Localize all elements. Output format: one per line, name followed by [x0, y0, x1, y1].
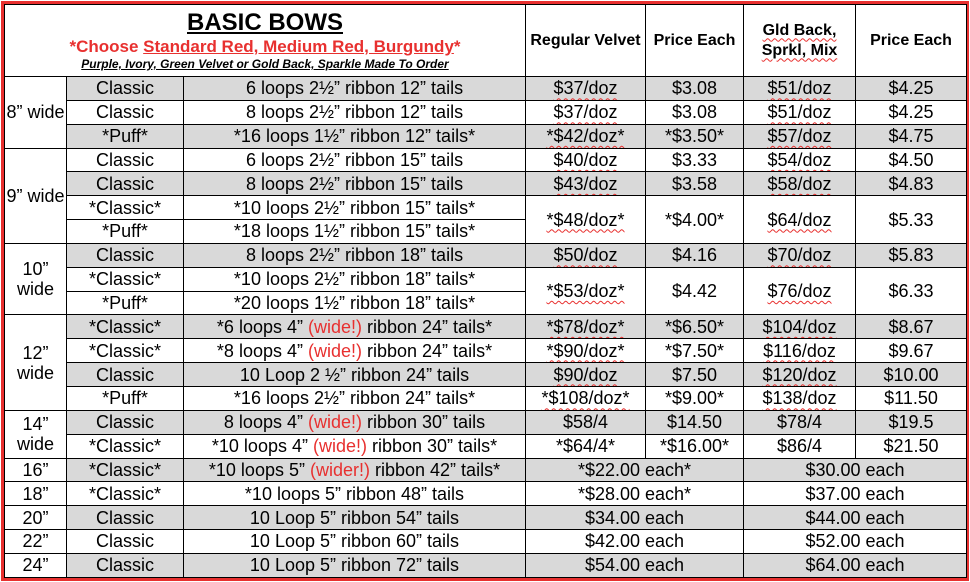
- gold-each-cell: $5.33: [856, 196, 967, 244]
- type-cell: Classic: [67, 243, 184, 267]
- type-cell: Classic: [67, 100, 184, 124]
- gold-cell: [744, 100, 856, 124]
- type-cell: *Classic*: [67, 482, 184, 506]
- desc-cell: *10 loops 5” ribbon 48” tails: [184, 482, 526, 506]
- gold-each-cell: $37.00 each: [744, 482, 967, 506]
- table-row: [5, 77, 967, 101]
- gold-value: $54/doz: [767, 149, 832, 170]
- gold-value: $51/doz: [767, 78, 832, 99]
- gold-cell: [744, 363, 856, 387]
- choose-colors: Standard Red, Medium Red, Burgundy: [143, 37, 454, 56]
- table-row: [5, 506, 967, 530]
- gold-cell: [744, 77, 856, 101]
- velvet-value: *$53/doz*: [546, 281, 625, 302]
- header-row: [5, 5, 967, 77]
- type-cell: *Classic*: [67, 458, 184, 482]
- velvet-cell: [526, 243, 646, 267]
- velvet-cell: $58/4: [526, 410, 646, 434]
- velvet-value: $90/doz: [553, 364, 618, 385]
- velvet-each-cell: $34.00 each: [526, 506, 744, 530]
- type-cell: *Puff*: [67, 386, 184, 410]
- gold-cell: [744, 339, 856, 363]
- table-row: [5, 148, 967, 172]
- gold-each-cell: $64.00 each: [744, 553, 967, 577]
- each-cell: $3.58: [646, 172, 744, 196]
- gold-cell: [744, 386, 856, 410]
- gold-each-cell: $52.00 each: [744, 530, 967, 554]
- gold-cell: [744, 315, 856, 339]
- each-cell: $3.33: [646, 148, 744, 172]
- each-cell: *$16.00*: [646, 434, 744, 458]
- table-row: [5, 434, 967, 458]
- gold-each-cell: $21.50: [856, 434, 967, 458]
- table-row: [5, 196, 967, 220]
- col-price-each: Price Each: [646, 5, 744, 77]
- desc-cell: 10 Loop 5” ribbon 60” tails: [184, 530, 526, 554]
- table-row: [5, 410, 967, 434]
- type-cell: *Puff*: [67, 124, 184, 148]
- velvet-cell: [526, 315, 646, 339]
- type-cell: Classic: [67, 410, 184, 434]
- desc-part: *8 loops 4”: [216, 340, 308, 361]
- type-cell: Classic: [67, 77, 184, 101]
- desc-part: *10 loops 4”: [211, 436, 313, 457]
- title-cell: [5, 5, 526, 77]
- wide-note: (wide!): [307, 412, 362, 433]
- each-cell: *$9.00*: [646, 386, 744, 410]
- desc-cell: 10 Loop 2 ½” ribbon 24” tails: [184, 363, 526, 387]
- gold-each-cell: $4.75: [856, 124, 967, 148]
- type-cell: *Classic*: [67, 315, 184, 339]
- type-cell: Classic: [67, 506, 184, 530]
- size-cell: 24”: [5, 553, 67, 577]
- type-cell: *Classic*: [67, 196, 184, 220]
- size-cell: 14” wide: [5, 410, 67, 458]
- gold-cell: $86/4: [744, 434, 856, 458]
- gold-value: $64/doz: [767, 209, 832, 230]
- gold-value: $58/doz: [767, 173, 832, 194]
- basic-bows-price-table: [4, 4, 967, 578]
- velvet-value: *$90/doz*: [546, 340, 625, 361]
- gold-each-cell: $44.00 each: [744, 506, 967, 530]
- desc-cell: *10 loops 2½” ribbon 18” tails*: [184, 267, 526, 291]
- type-cell: *Puff*: [67, 291, 184, 315]
- choose-prefix: *Choose: [69, 37, 144, 56]
- gold-value: $76/doz: [767, 281, 832, 302]
- desc-cell: 6 loops 2½” ribbon 12” tails: [184, 77, 526, 101]
- type-cell: *Puff*: [67, 220, 184, 244]
- velvet-value: $37/doz: [553, 102, 618, 123]
- velvet-value: $43/doz: [553, 173, 618, 194]
- gold-each-cell: $30.00 each: [744, 458, 967, 482]
- table-row: [5, 530, 967, 554]
- velvet-cell: [526, 148, 646, 172]
- desc-part: 8 loops 4”: [223, 412, 308, 433]
- type-cell: Classic: [67, 172, 184, 196]
- desc-cell: 6 loops 2½” ribbon 15” tails: [184, 148, 526, 172]
- velvet-cell: [526, 339, 646, 363]
- type-cell: *Classic*: [67, 267, 184, 291]
- desc-part: ribbon 24” tails*: [362, 316, 493, 337]
- type-cell: *Classic*: [67, 339, 184, 363]
- each-cell: $4.16: [646, 243, 744, 267]
- velvet-each-cell: $42.00 each: [526, 530, 744, 554]
- velvet-value: *$108/doz*: [541, 388, 630, 409]
- table-row: [5, 458, 967, 482]
- table-row: [5, 267, 967, 291]
- desc-cell: *16 loops 2½” ribbon 24” tails*: [184, 386, 526, 410]
- velvet-cell: [526, 196, 646, 244]
- size-cell: 18”: [5, 482, 67, 506]
- desc-cell: *10 loops 2½” ribbon 15” tails*: [184, 196, 526, 220]
- size-cell: 10” wide: [5, 243, 67, 315]
- gold-value: $116/doz: [763, 340, 836, 361]
- gold-cell: [744, 243, 856, 267]
- type-cell: *Classic*: [67, 434, 184, 458]
- each-cell: $7.50: [646, 363, 744, 387]
- each-cell: $14.50: [646, 410, 744, 434]
- table-row: [5, 243, 967, 267]
- velvet-value: *$78/doz*: [546, 316, 625, 337]
- desc-cell: [184, 434, 526, 458]
- velvet-cell: [526, 363, 646, 387]
- desc-part: *10 loops 5”: [208, 459, 310, 480]
- velvet-cell: [526, 267, 646, 315]
- gold-each-cell: $6.33: [856, 267, 967, 315]
- gold-each-cell: $5.83: [856, 243, 967, 267]
- gold-each-cell: $4.83: [856, 172, 967, 196]
- gold-cell: [744, 124, 856, 148]
- gold-value: $138/doz: [762, 388, 837, 409]
- col-price-each-2: Price Each: [856, 5, 967, 77]
- choose-suffix: *: [453, 37, 461, 56]
- col-gld-back: [744, 5, 856, 77]
- desc-part: ribbon 42” tails*: [370, 459, 501, 480]
- wide-note: (wide!): [312, 436, 367, 457]
- page-title: BASIC BOWS: [187, 9, 343, 36]
- table-row: [5, 553, 967, 577]
- gold-each-cell: $10.00: [856, 363, 967, 387]
- desc-part: ribbon 24” tails*: [362, 340, 493, 361]
- desc-cell: [184, 410, 526, 434]
- velvet-value: $40/doz: [553, 149, 618, 170]
- gold-cell: [744, 148, 856, 172]
- table-row: [5, 124, 967, 148]
- col-regular-velvet: Regular Velvet: [526, 5, 646, 77]
- price-table-frame: [1, 1, 969, 581]
- size-cell: 22”: [5, 530, 67, 554]
- size-cell: 16”: [5, 458, 67, 482]
- velvet-value: $50/doz: [553, 245, 618, 266]
- col-gld-back-label: Gld Back, Sprkl, Mix: [761, 21, 838, 59]
- size-cell: 9” wide: [5, 148, 67, 243]
- each-cell: $3.08: [646, 77, 744, 101]
- size-cell: 12” wide: [5, 315, 67, 410]
- gold-cell: [744, 196, 856, 244]
- desc-cell: 8 loops 2½” ribbon 12” tails: [184, 100, 526, 124]
- table-row: [5, 339, 967, 363]
- desc-cell: 10 Loop 5” ribbon 72” tails: [184, 553, 526, 577]
- gold-each-cell: $4.50: [856, 148, 967, 172]
- desc-cell: 8 loops 2½” ribbon 15” tails: [184, 172, 526, 196]
- size-cell: 8” wide: [5, 77, 67, 149]
- gold-value: $70/doz: [767, 245, 832, 266]
- wide-note: (wide!): [307, 340, 362, 361]
- table-row: [5, 315, 967, 339]
- velvet-value: *$48/doz*: [546, 209, 625, 230]
- table-row: [5, 386, 967, 410]
- gold-value: $57/doz: [767, 126, 832, 147]
- wide-note: (wide!): [307, 316, 362, 337]
- velvet-cell: [526, 124, 646, 148]
- desc-cell: *20 loops 1½” ribbon 18” tails*: [184, 291, 526, 315]
- velvet-each-cell: *$28.00 each*: [526, 482, 744, 506]
- velvet-value: *$42/doz*: [546, 126, 625, 147]
- each-cell: *$3.50*: [646, 124, 744, 148]
- desc-part: ribbon 30” tails*: [367, 436, 498, 457]
- table-row: [5, 363, 967, 387]
- velvet-cell: [526, 100, 646, 124]
- each-cell: *$4.00*: [646, 196, 744, 244]
- gold-cell: $78/4: [744, 410, 856, 434]
- desc-cell: 8 loops 2½” ribbon 18” tails: [184, 243, 526, 267]
- gold-each-cell: $8.67: [856, 315, 967, 339]
- desc-cell: [184, 315, 526, 339]
- gold-cell: [744, 267, 856, 315]
- gold-each-cell: $4.25: [856, 77, 967, 101]
- wider-note: (wider!): [309, 459, 370, 480]
- desc-cell: [184, 458, 526, 482]
- table-row: [5, 172, 967, 196]
- velvet-cell: [526, 77, 646, 101]
- gold-each-cell: $9.67: [856, 339, 967, 363]
- each-cell: *$7.50*: [646, 339, 744, 363]
- type-cell: Classic: [67, 530, 184, 554]
- desc-cell: 10 Loop 5” ribbon 54” tails: [184, 506, 526, 530]
- gold-value: $120/doz: [762, 364, 837, 385]
- gold-each-cell: $11.50: [856, 386, 967, 410]
- size-cell: 20”: [5, 506, 67, 530]
- velvet-each-cell: *$22.00 each*: [526, 458, 744, 482]
- desc-part: ribbon 30” tails: [362, 412, 486, 433]
- gold-each-cell: $4.25: [856, 100, 967, 124]
- table-row: [5, 482, 967, 506]
- type-cell: Classic: [67, 148, 184, 172]
- each-cell: $4.42: [646, 267, 744, 315]
- type-cell: Classic: [67, 363, 184, 387]
- gold-cell: [744, 172, 856, 196]
- each-cell: *$6.50*: [646, 315, 744, 339]
- gold-value: $104/doz: [762, 316, 837, 337]
- velvet-cell: [526, 172, 646, 196]
- gold-each-cell: $19.5: [856, 410, 967, 434]
- color-choice-note: [5, 37, 525, 57]
- desc-cell: *16 loops 1½” ribbon 12” tails*: [184, 124, 526, 148]
- desc-part: *6 loops 4”: [216, 316, 308, 337]
- velvet-value: $37/doz: [553, 78, 618, 99]
- gold-value: $51/doz: [767, 102, 832, 123]
- desc-cell: *18 loops 1½” ribbon 15” tails*: [184, 220, 526, 244]
- each-cell: $3.08: [646, 100, 744, 124]
- made-to-order-note: Purple, Ivory, Green Velvet or Gold Back, Sparkle Made To Order: [81, 57, 449, 71]
- velvet-cell: *$64/4*: [526, 434, 646, 458]
- velvet-each-cell: $54.00 each: [526, 553, 744, 577]
- desc-cell: [184, 339, 526, 363]
- type-cell: Classic: [67, 553, 184, 577]
- velvet-cell: [526, 386, 646, 410]
- table-row: [5, 100, 967, 124]
